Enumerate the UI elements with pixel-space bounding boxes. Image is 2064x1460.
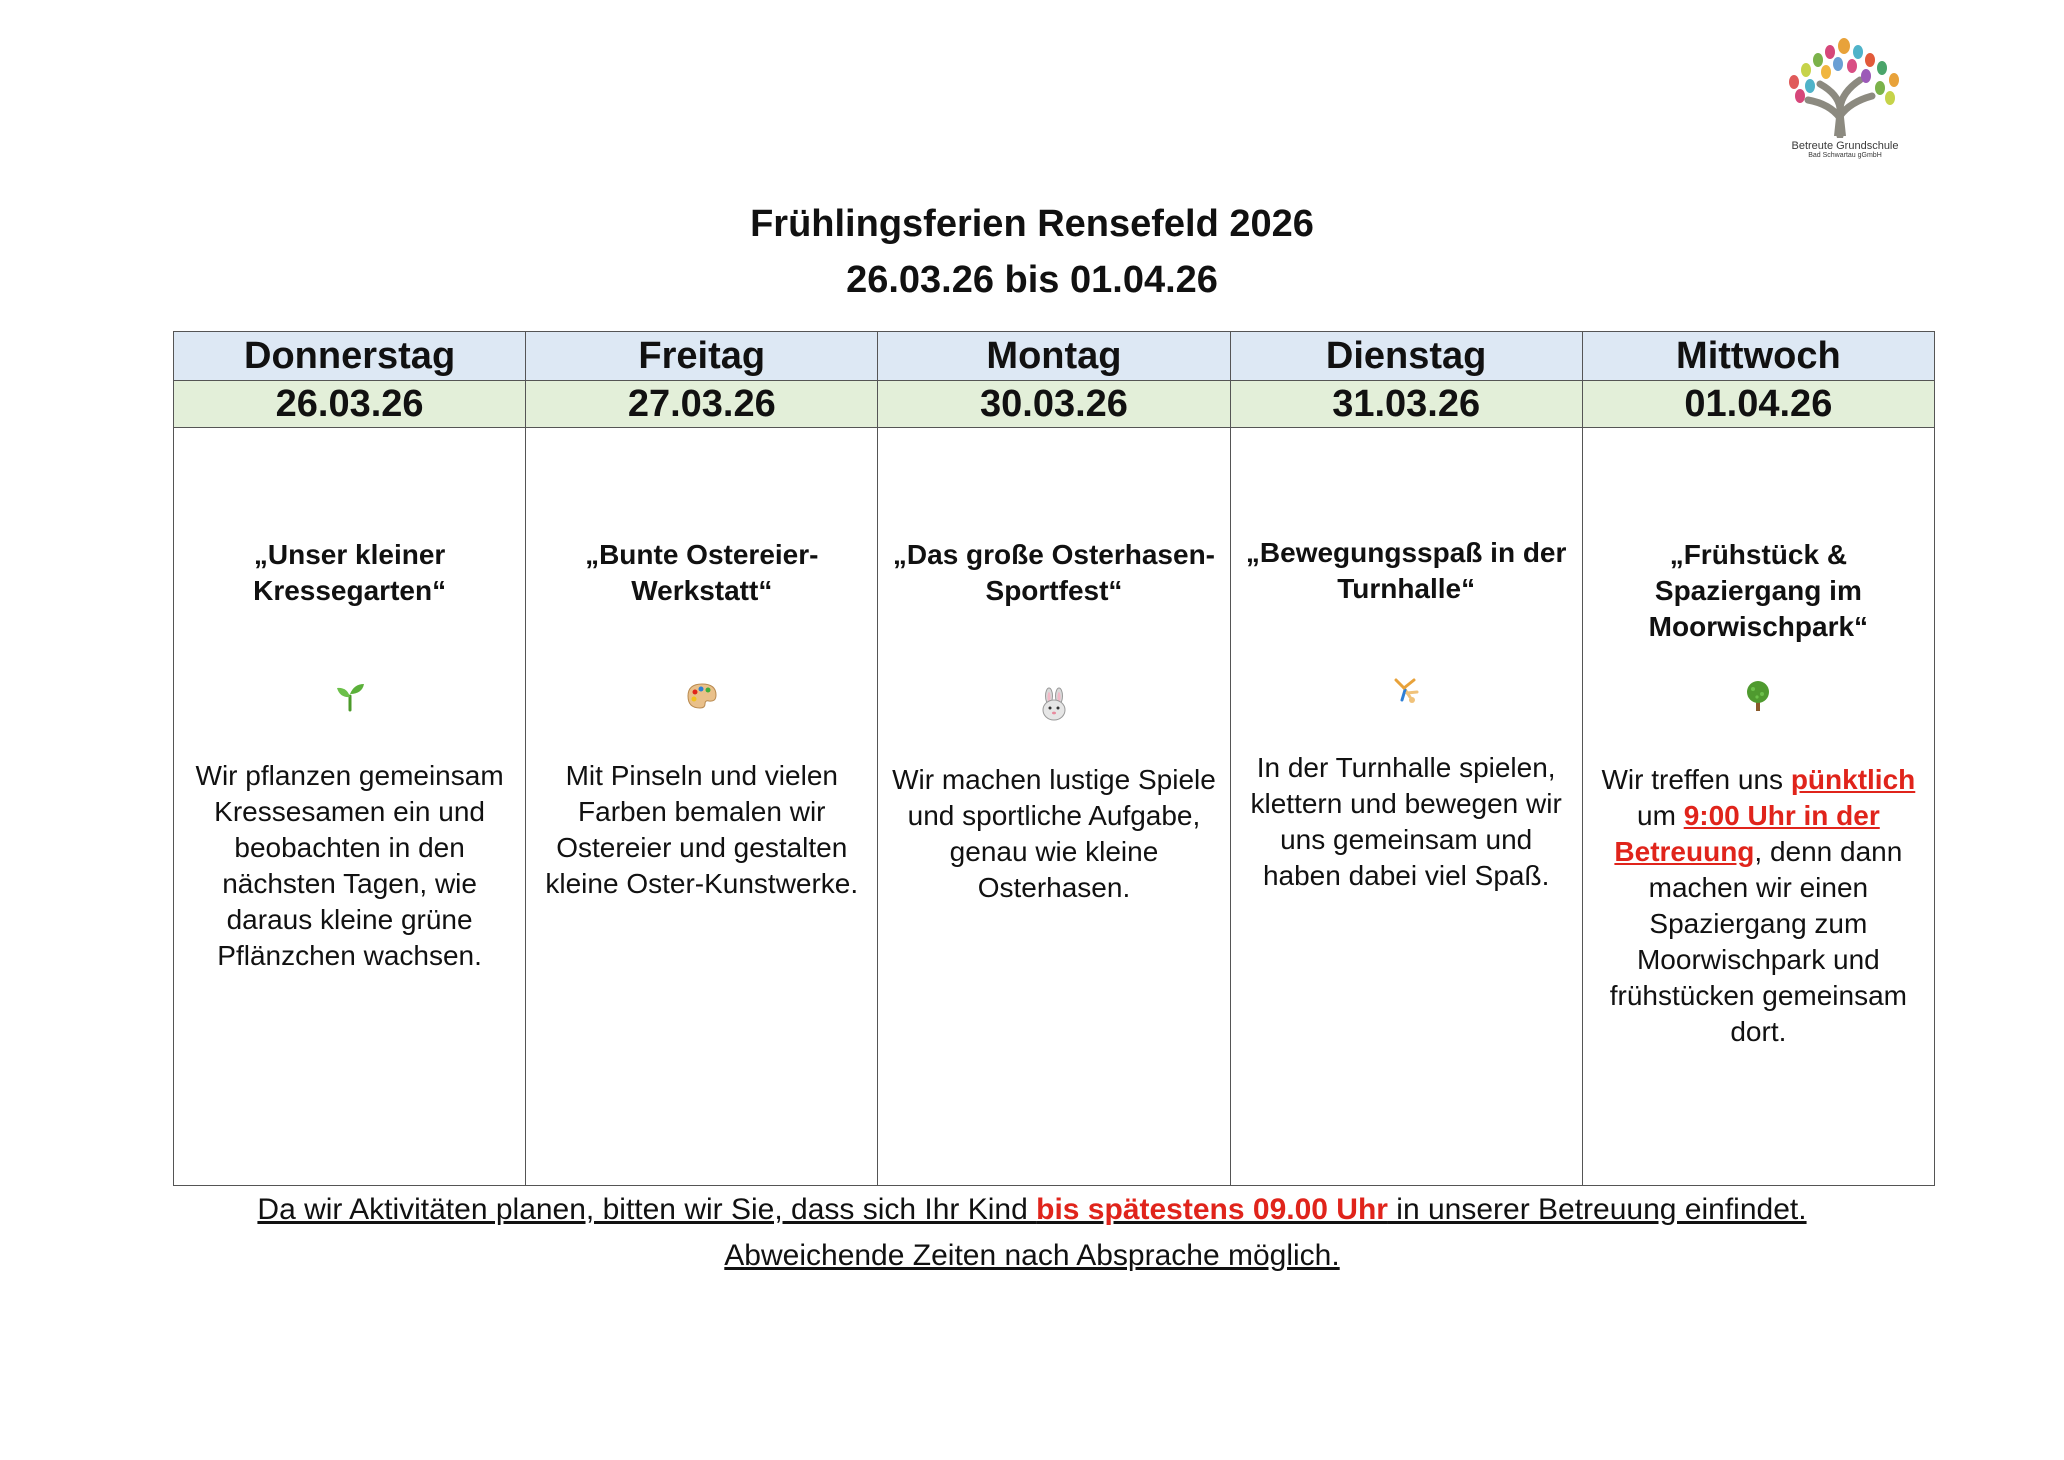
time-location-highlight: 9:00 Uhr in der Betreuung bbox=[1614, 800, 1880, 867]
footer-text: in unserer Betreuung einfindet. bbox=[1387, 1193, 1807, 1226]
activity-cell-monday bbox=[878, 428, 1230, 1186]
tree-icon bbox=[1583, 678, 1934, 714]
date-cell: 01.04.26 bbox=[1582, 381, 1934, 428]
weekday-cell: Dienstag bbox=[1230, 332, 1582, 381]
date-row bbox=[174, 381, 1935, 428]
date-range: 26.03.26 bis 01.04.26 bbox=[846, 259, 1218, 301]
seedling-icon bbox=[174, 678, 525, 714]
footer-note: Abweichende Zeiten nach Absprache möglich. bbox=[724, 1239, 1340, 1272]
activity-cell-tuesday bbox=[1230, 428, 1582, 1186]
activity-description: Wir machen lustige Spiele und sportliche Aufgabe, genau wie kleine Osterhasen. bbox=[892, 764, 1216, 903]
activity-description bbox=[1591, 762, 1926, 1050]
weekday-cell: Donnerstag bbox=[174, 332, 526, 381]
activity-cell-friday bbox=[526, 428, 878, 1186]
logo-subline: Bad Schwartau gGmbH bbox=[1808, 152, 1882, 159]
footer-deadline-highlight: bis spätestens 09.00 Uhr bbox=[1036, 1193, 1388, 1226]
schedule-table bbox=[173, 331, 1935, 1186]
activity-cell-thursday bbox=[174, 428, 526, 1186]
date-cell: 27.03.26 bbox=[526, 381, 878, 428]
activity-description: Wir pflanzen gemeinsam Kressesamen ein und beobachten in den nächsten Tagen, wie daraus kleine grüne Pflänzchen wachsen. bbox=[195, 760, 504, 971]
text-part: Wir treffen uns bbox=[1601, 764, 1791, 795]
tree-logo-icon bbox=[1780, 38, 1910, 138]
activity-title: „Bunte Ostereier-Werkstatt“ bbox=[585, 539, 819, 606]
palette-icon bbox=[526, 678, 877, 714]
punctual-highlight: pünktlich bbox=[1790, 764, 1916, 795]
activity-title: „Unser kleiner Kressegarten“ bbox=[253, 539, 447, 606]
date-cell: 30.03.26 bbox=[878, 381, 1230, 428]
activity-title: „Bewegungsspaß in der Turnhalle“ bbox=[1245, 537, 1567, 604]
weekday-cell: Montag bbox=[878, 332, 1230, 381]
activity-title: „Das große Osterhasen-Sportfest“ bbox=[892, 539, 1216, 606]
logo bbox=[1770, 38, 1920, 198]
logo-name: Betreute Grundschule bbox=[1791, 140, 1899, 152]
text-part: um bbox=[1637, 800, 1684, 831]
activity-title: „Frühstück & Spaziergang im Moorwischpark“ bbox=[1648, 539, 1869, 642]
text-part: , denn dann machen wir einen Spaziergang zum Moorwischpark und frühstücken gemeinsam dort. bbox=[1609, 836, 1907, 1047]
activity-description: In der Turnhalle spielen, klettern und bewegen wir uns gemeinsam und haben dabei viel Spaß. bbox=[1250, 752, 1562, 891]
date-cell: 26.03.26 bbox=[174, 381, 526, 428]
rabbit-icon bbox=[878, 686, 1229, 722]
activity-description: Mit Pinseln und vielen Farben bemalen wir Ostereier und gestalten kleine Oster-Kunstwerke. bbox=[545, 760, 859, 899]
weekday-row bbox=[174, 332, 1935, 381]
weekday-cell: Mittwoch bbox=[1582, 332, 1934, 381]
date-cell: 31.03.26 bbox=[1230, 381, 1582, 428]
cartwheel-icon bbox=[1231, 674, 1582, 710]
activity-row bbox=[174, 428, 1935, 1186]
page-title: Frühlingsferien Rensefeld 2026 bbox=[750, 203, 1314, 245]
footer-notice bbox=[0, 1190, 2064, 1230]
footer-text: Da wir Aktivitäten planen, bitten wir Sie, dass sich Ihr Kind bbox=[257, 1193, 1037, 1226]
activity-cell-wednesday bbox=[1582, 428, 1934, 1186]
weekday-cell: Freitag bbox=[526, 332, 878, 381]
